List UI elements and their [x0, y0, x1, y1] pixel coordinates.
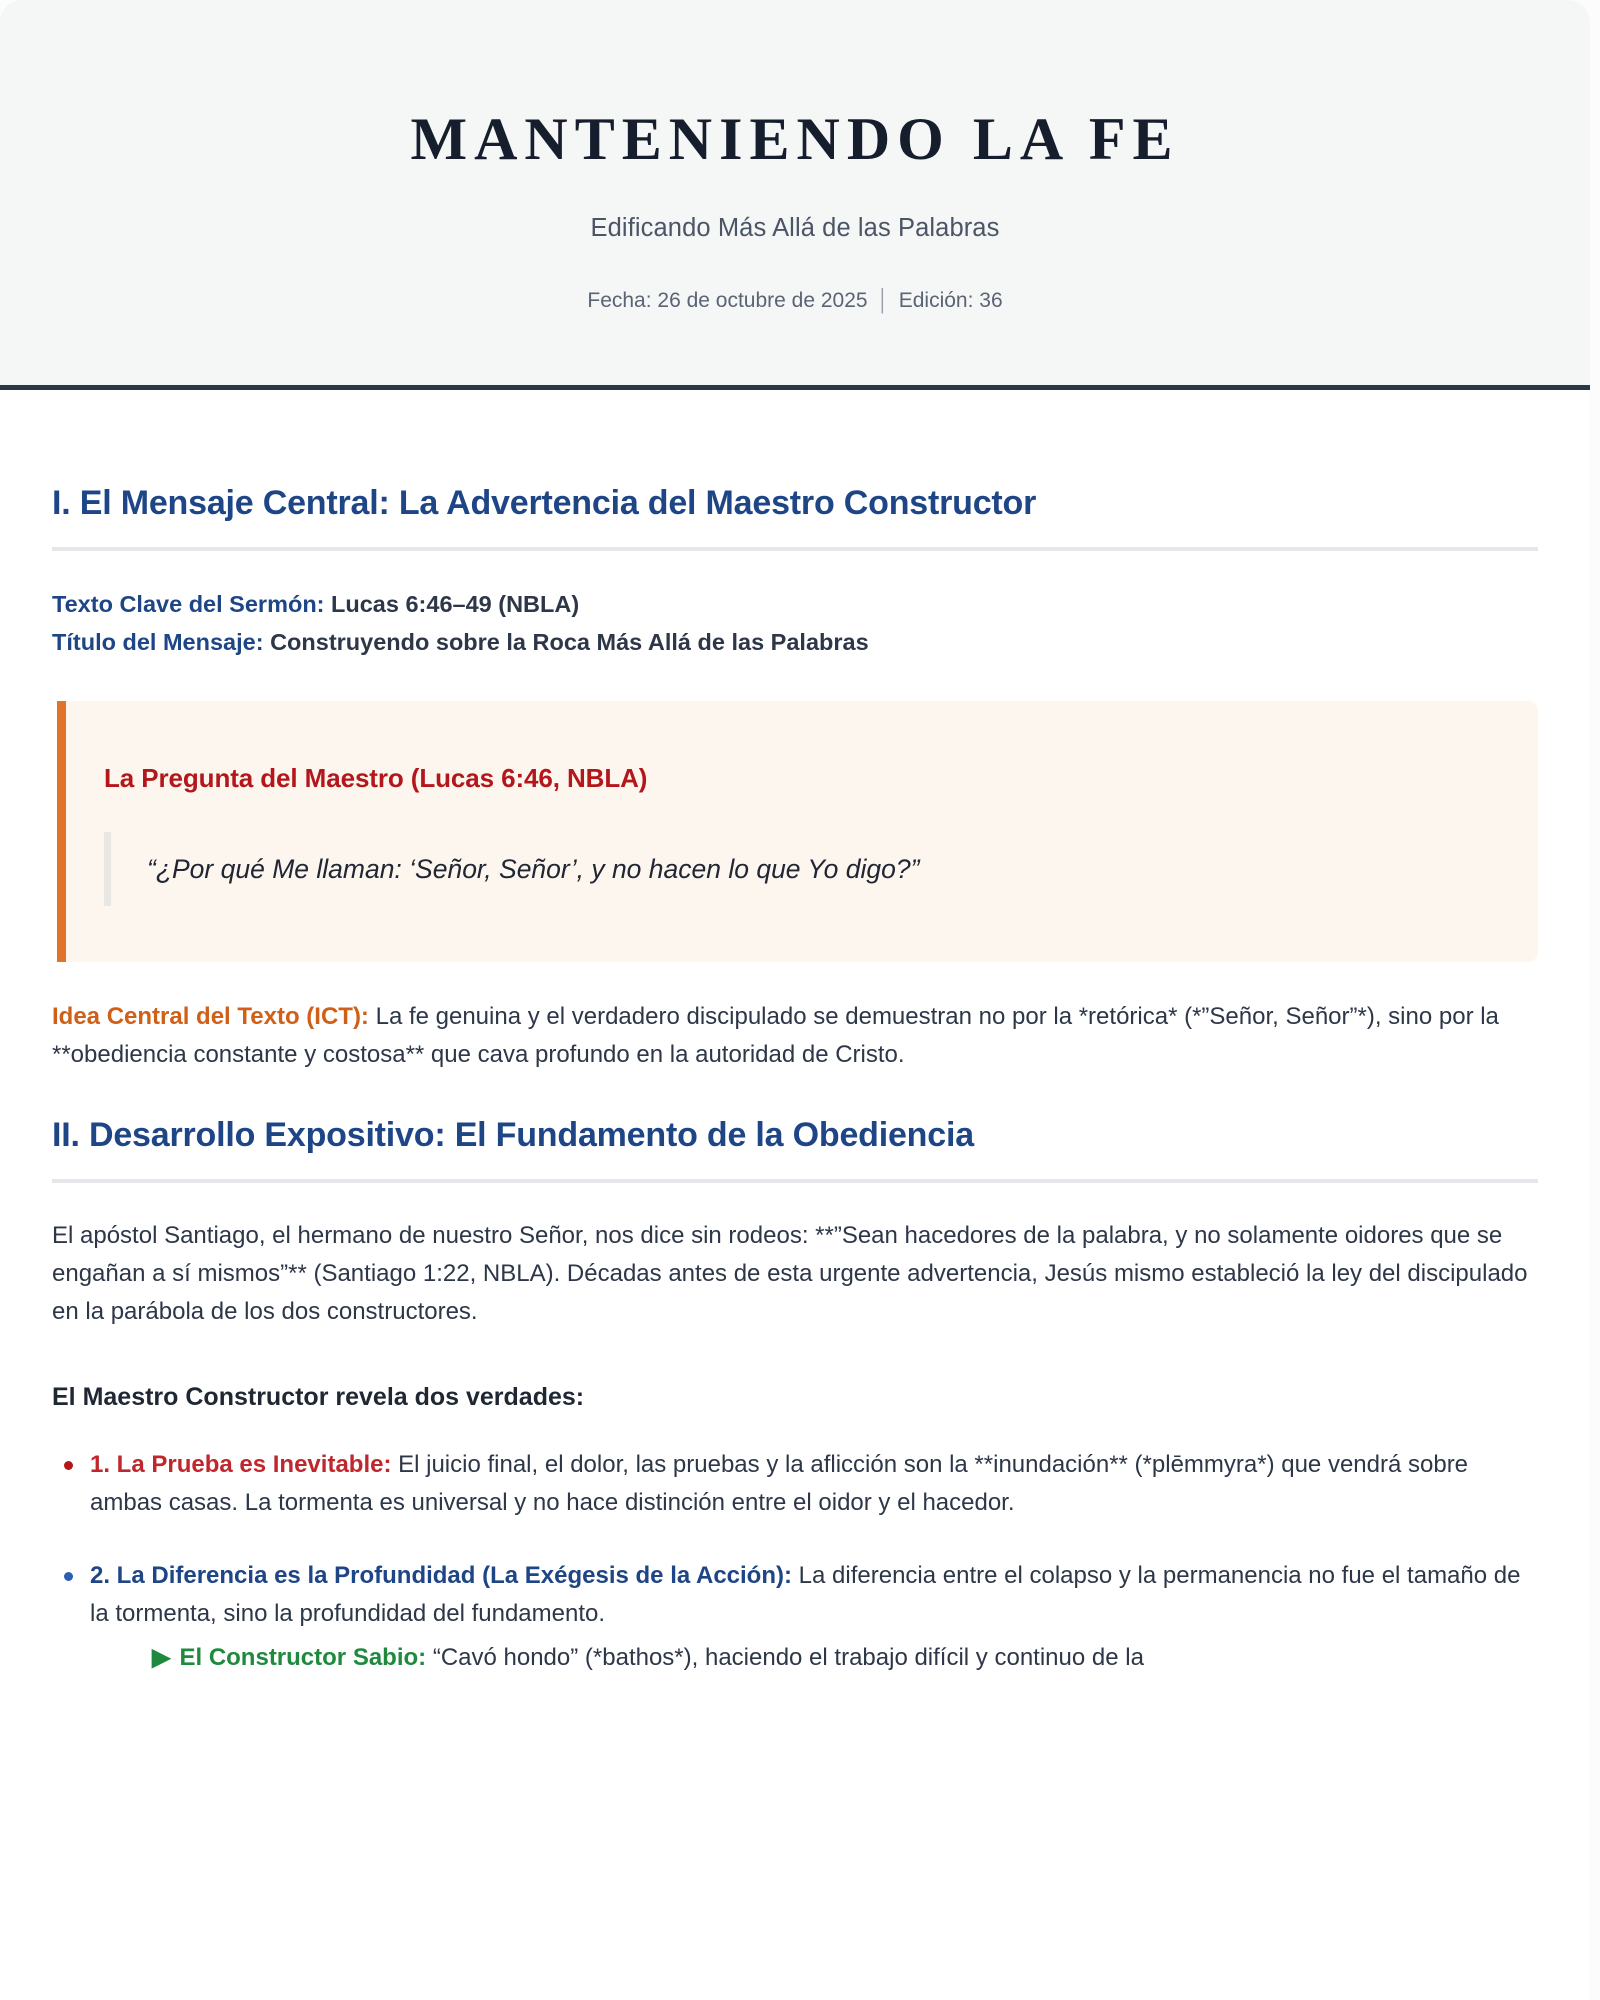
truth-one-label: 1. La Prueba es Inevitable:	[90, 1451, 392, 1479]
wise-builder-text: “Cavó hondo” (*bathos*), haciendo el trabajo difícil y continuo de la	[426, 1643, 1144, 1671]
masthead-subtitle: Edificando Más Allá de las Palabras	[590, 214, 1000, 242]
page-title: MANTENIENDO LA FE	[410, 106, 1180, 172]
masthead-meta	[0, 289, 1590, 313]
section-two-lead: El Maestro Constructor revela dos verdades:	[52, 1383, 585, 1412]
section-heading-one: I. El Mensaje Central: La Advertencia del Maestro Constructor	[52, 482, 1538, 551]
sub-list-item	[90, 1639, 1538, 1677]
truth-two-label: 2. La Diferencia es la Profundidad (La Exégesis de la Acción):	[90, 1561, 792, 1589]
edition-number: Edición: 36	[898, 289, 1003, 312]
list-item	[52, 1557, 1538, 1677]
masthead	[0, 0, 1590, 390]
triangle-marker-icon: ▶	[152, 1643, 171, 1671]
message-title-label: Título del Mensaje:	[52, 628, 264, 655]
document-body	[0, 390, 1590, 1677]
key-text-label: Texto Clave del Sermón:	[52, 590, 325, 617]
scripture-callout	[57, 701, 1538, 962]
wise-builder-label: El Constructor Sabio:	[179, 1643, 427, 1671]
publication-date: Fecha: 26 de octubre de 2025	[587, 289, 868, 312]
truth-two-text: La diferencia entre el colapso y la permanencia no fue el tamaño de la tormenta, sino la profundidad del fundamento.	[90, 1561, 1521, 1627]
key-text-line	[52, 585, 1538, 623]
ict-label: Idea Central del Texto (ICT):	[52, 1003, 369, 1031]
key-text-value: Lucas 6:46–49 (NBLA)	[331, 590, 580, 617]
meta-separator: │	[876, 289, 890, 312]
truths-list	[52, 1446, 1538, 1677]
list-item	[52, 1446, 1538, 1522]
section-heading-two: II. Desarrollo Expositivo: El Fundamento de la Obediencia	[52, 1114, 1538, 1183]
ict-text: La fe genuina y el verdadero discipulado se demuestran no por la *retórica* (*”Señor, Señor”*), sino por la **obediencia constante y costosa** que cava profundo en la autoridad de Cristo.	[52, 1003, 1499, 1069]
callout-quote: “¿Por qué Me llaman: ‘Señor, Señor’, y no hacen lo que Yo digo?”	[104, 832, 1492, 906]
callout-title: La Pregunta del Maestro (Lucas 6:46, NBLA)	[104, 762, 648, 793]
message-title-line	[52, 623, 1538, 661]
section-two-paragraph: El apóstol Santiago, el hermano de nuestro Señor, nos dice sin rodeos: **”Sean hacedores de la palabra, y no solamente oidores que se engañan a sí mismos”** (Santiago 1:22, NBLA). Décadas antes de esta urgente advertencia, Jesús mismo estableció la ley del discipulado en la parábola de los dos constructores.	[52, 1221, 1528, 1326]
message-title-value: Construyendo sobre la Roca Más Allá de las Palabras	[270, 628, 869, 655]
ict-paragraph	[52, 998, 1538, 1074]
truth-one-text: El juicio final, el dolor, las pruebas y la aflicción son la **inundación** (*plēmmyra*) que vendrá sobre ambas casas. La tormenta es universal y no hace distinción entre el oidor y el hacedor.	[90, 1451, 1469, 1517]
